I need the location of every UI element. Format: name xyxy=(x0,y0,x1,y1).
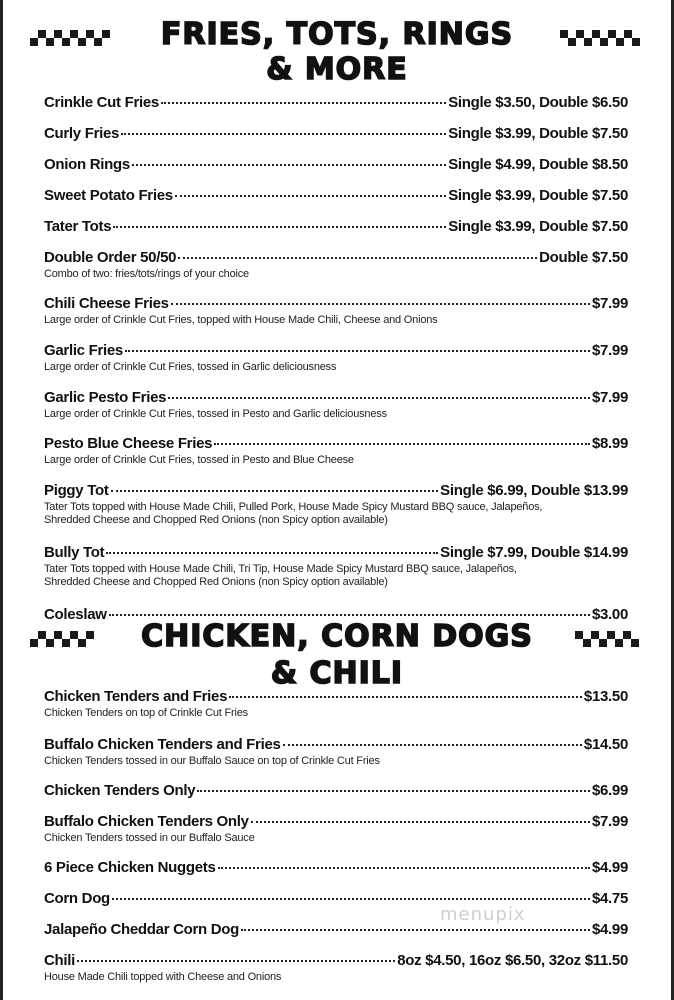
item-description: Large order of Crinkle Cut Fries, tossed in Pesto and Blue Cheese xyxy=(44,454,354,466)
menu-item xyxy=(44,432,628,467)
item-name: Buffalo Chicken Tenders Only xyxy=(44,813,249,830)
item-name: Chili Cheese Fries xyxy=(44,295,169,312)
item-price: Single $3.99, Double $7.50 xyxy=(448,187,628,204)
dot-leader xyxy=(283,730,582,746)
page-border-left xyxy=(0,0,3,1000)
item-description: Chicken Tenders tossed in our Buffalo Sauce xyxy=(44,832,255,844)
menu-item xyxy=(44,779,628,799)
dot-leader xyxy=(218,853,590,869)
menu-item xyxy=(44,153,628,173)
dot-leader xyxy=(113,212,446,228)
dot-leader xyxy=(197,776,590,792)
item-description: House Made Chili topped with Cheese and Onions xyxy=(44,971,282,983)
section-title-line2: & MORE xyxy=(266,52,408,87)
item-price: $7.99 xyxy=(591,342,628,359)
menu-item xyxy=(44,733,628,768)
checker-pattern-icon xyxy=(560,30,644,48)
item-price: Single $3.99, Double $7.50 xyxy=(448,125,628,142)
item-name: Chicken Tenders Only xyxy=(44,782,196,799)
dot-leader xyxy=(111,476,439,492)
item-name: Chili xyxy=(44,952,75,969)
item-name: Chicken Tenders and Fries xyxy=(44,688,228,705)
item-name: Buffalo Chicken Tenders and Fries xyxy=(44,736,281,753)
watermark: menupix xyxy=(440,904,526,925)
item-description-line2: Shredded Cheese and Chopped Red Onions (non Spicy option available) xyxy=(44,514,388,526)
item-name: Garlic Pesto Fries xyxy=(44,389,167,406)
item-price: $4.99 xyxy=(591,859,628,876)
menu-item xyxy=(44,246,628,281)
menu-item xyxy=(44,479,628,527)
menu-item xyxy=(44,91,628,111)
menu-item xyxy=(44,339,628,374)
menu-item xyxy=(44,918,628,938)
dot-leader xyxy=(175,181,446,197)
menu-item xyxy=(44,810,628,845)
menu-item xyxy=(44,856,628,876)
item-price: $6.99 xyxy=(591,782,628,799)
dot-leader xyxy=(168,383,590,399)
item-name: Bully Tot xyxy=(44,544,105,561)
dot-leader xyxy=(178,243,537,259)
item-name: Coleslaw xyxy=(44,606,107,623)
dot-leader xyxy=(112,884,590,900)
section-title-line2: & CHILI xyxy=(270,656,404,691)
dot-leader xyxy=(171,289,590,305)
item-description: Tater Tots topped with House Made Chili, Tri Tip, House Made Spicy Mustard BBQ sauce, Jalapeños, xyxy=(44,563,517,575)
item-name: Corn Dog xyxy=(44,890,110,907)
item-description: Combo of two: fries/tots/rings of your choice xyxy=(44,268,249,280)
item-price: $13.50 xyxy=(583,688,628,705)
dot-leader xyxy=(214,429,590,445)
item-name: Onion Rings xyxy=(44,156,130,173)
item-price: $7.99 xyxy=(591,295,628,312)
item-description: Tater Tots topped with House Made Chili, Pulled Pork, House Made Spicy Mustard BBQ sauce, Jalapeños, xyxy=(44,501,543,513)
item-name: Crinkle Cut Fries xyxy=(44,94,159,111)
item-description: Chicken Tenders tossed in our Buffalo Sauce on top of Crinkle Cut Fries xyxy=(44,755,380,767)
item-name: Piggy Tot xyxy=(44,482,109,499)
item-description: Large order of Crinkle Cut Fries, tossed in Pesto and Garlic deliciousness xyxy=(44,408,387,420)
item-name: Pesto Blue Cheese Fries xyxy=(44,435,213,452)
item-price: $4.99 xyxy=(591,921,628,938)
dot-leader xyxy=(132,150,446,166)
menu-item xyxy=(44,949,628,984)
item-name: 6 Piece Chicken Nuggets xyxy=(44,859,216,876)
item-price: Double $7.50 xyxy=(539,249,628,266)
checker-pattern-icon xyxy=(575,631,659,649)
item-price: $14.50 xyxy=(583,736,628,753)
menu-item xyxy=(44,541,628,589)
section-title-line1: CHICKEN, CORN DOGS xyxy=(141,619,533,654)
dot-leader xyxy=(109,600,590,616)
menu-item xyxy=(44,292,628,327)
dot-leader xyxy=(125,336,590,352)
menu-item xyxy=(44,386,628,421)
item-price: Single $3.50, Double $6.50 xyxy=(448,94,628,111)
item-price: 8oz $4.50, 16oz $6.50, 32oz $11.50 xyxy=(397,952,628,969)
item-price: $7.99 xyxy=(591,389,628,406)
menu-item xyxy=(44,887,628,907)
item-price: Single $6.99, Double $13.99 xyxy=(440,482,628,499)
item-name: Sweet Potato Fries xyxy=(44,187,173,204)
item-price: Single $7.99, Double $14.99 xyxy=(440,544,628,561)
dot-leader xyxy=(251,807,590,823)
item-description: Large order of Crinkle Cut Fries, tossed in Garlic deliciousness xyxy=(44,361,337,373)
menu-item xyxy=(44,215,628,235)
item-description-line2: Shredded Cheese and Chopped Red Onions (non Spicy option available) xyxy=(44,576,388,588)
dot-leader xyxy=(241,915,590,931)
dot-leader xyxy=(106,538,438,554)
item-name: Double Order 50/50 xyxy=(44,249,177,266)
item-name: Garlic Fries xyxy=(44,342,123,359)
item-price: $8.99 xyxy=(591,435,628,452)
menu-item xyxy=(44,184,628,204)
menu-item xyxy=(44,685,628,720)
item-price: Single $3.99, Double $7.50 xyxy=(448,218,628,235)
item-price: $7.99 xyxy=(591,813,628,830)
dot-leader xyxy=(161,88,446,104)
dot-leader xyxy=(121,119,446,135)
item-price: $3.00 xyxy=(591,606,628,623)
item-name: Tater Tots xyxy=(44,218,112,235)
menu-item xyxy=(44,122,628,142)
item-name: Curly Fries xyxy=(44,125,120,142)
item-description: Large order of Crinkle Cut Fries, topped with House Made Chili, Cheese and Onions xyxy=(44,314,438,326)
item-price: $4.75 xyxy=(591,890,628,907)
item-name: Jalapeño Cheddar Corn Dog xyxy=(44,921,240,938)
item-price: Single $4.99, Double $8.50 xyxy=(448,156,628,173)
dot-leader xyxy=(77,946,395,962)
dot-leader xyxy=(229,682,582,698)
section-title-line1: FRIES, TOTS, RINGS xyxy=(160,17,514,52)
item-description: Chicken Tenders on top of Crinkle Cut Fries xyxy=(44,707,248,719)
